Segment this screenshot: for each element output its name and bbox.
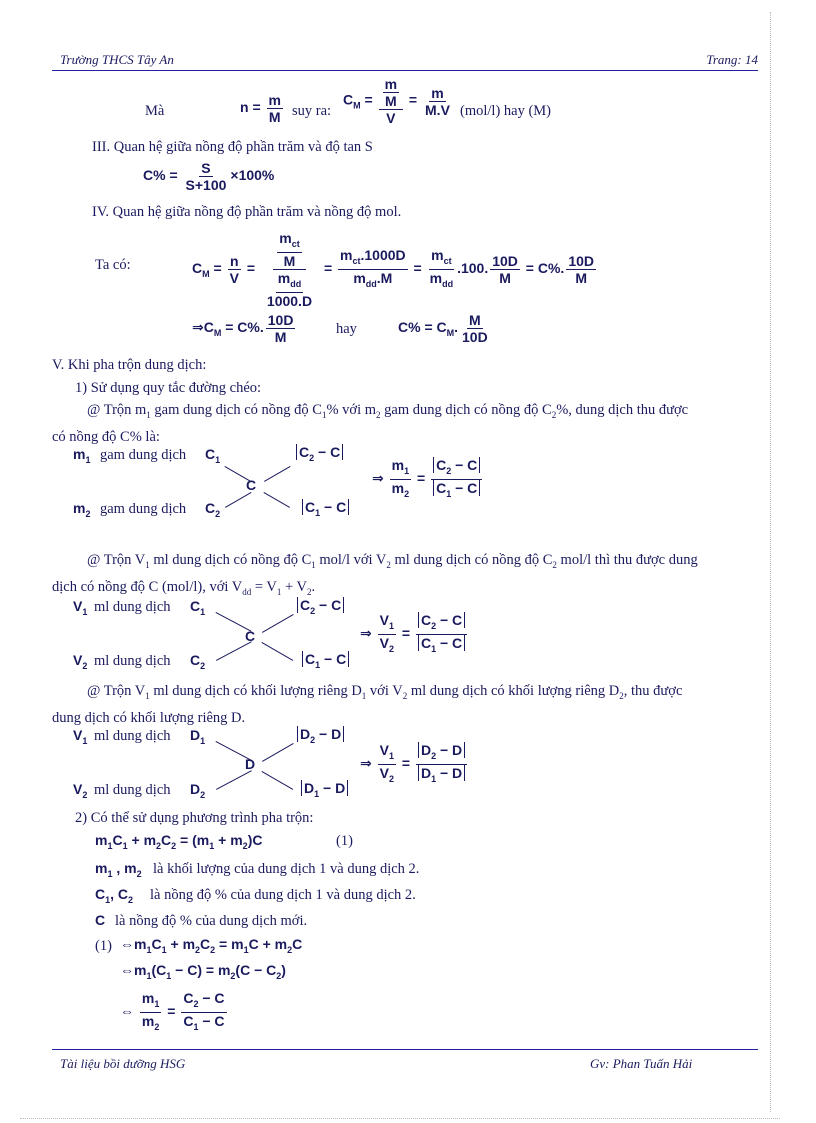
- diagram2-line: [262, 614, 294, 633]
- diagram3-d: D: [245, 756, 256, 772]
- diagram3-ratio: ⇒ $\frac{V_1}{V_2}$ = $\frac{D_2 - D}{D_1 - D}$: [360, 742, 469, 787]
- diagram2-line: [216, 641, 252, 661]
- formula-c-percent-s: C% = $\frac{S}{S+100}$ ×100%: [143, 160, 275, 193]
- diagram3-line: [262, 743, 294, 762]
- text-unit: (mol/l) hay (M): [460, 103, 552, 119]
- diagram1-m2: $m_2$: [73, 500, 91, 519]
- section-5-title: V. Khi pha trộn dung dịch:: [52, 357, 207, 373]
- explain-c-new: là nồng độ % của dung dịch mới.: [115, 913, 308, 929]
- section-4-title: IV. Quan hệ giữa nồng độ phần trăm và nồng độ mol.: [92, 204, 402, 220]
- diagram1-row2-text: gam dung dịch: [100, 501, 187, 517]
- header-school: Trường THCS Tây An: [60, 52, 174, 67]
- diagram1-c: C: [246, 477, 257, 493]
- diagram3-line: [262, 771, 294, 790]
- page-footer: [60, 1056, 720, 1072]
- diagram2-c2: $C_2$: [190, 652, 206, 671]
- header-rule: [52, 70, 758, 71]
- footer-rule: [52, 1049, 758, 1050]
- diagram2-line: [216, 612, 252, 632]
- diagram3-row2-text: ml dung dịch: [94, 782, 171, 798]
- diagram3-abs-d1-d: $D_1 - D$: [301, 780, 348, 799]
- section-5-1-title: 1) Sử dụng quy tắc đường chéo:: [75, 380, 262, 396]
- diagram2-row1-text: ml dung dịch: [94, 599, 171, 615]
- diagram2-c: C: [245, 628, 256, 644]
- diagram3-line: [216, 741, 252, 761]
- text-hay: hay: [336, 321, 357, 337]
- paragraph-mix-volume: @ Trộn $V_1$ ml dung dịch có nồng độ $C_1$ mol/l với $V_2$ ml dung dịch có nồng độ $C_2$ mol/l thì thu được dung dịch có nồng độ C (mol/l), với $V_{dd} = V_1 + V_2$.: [52, 552, 698, 597]
- equation-ref-1: (1): [95, 938, 112, 954]
- diagram2-v2: $V_2$: [73, 652, 88, 671]
- diagram2-line: [262, 642, 294, 661]
- paragraph-mix-density: @ Trộn $V_1$ ml dung dịch có khối lượng riêng $D_1$ với $V_2$ ml dung dịch có khối lượng riêng $D_2$, thu được dung dịch có khối lượng riêng D.: [52, 683, 683, 726]
- diagram1-c2: $C_2$: [205, 500, 221, 519]
- text-taco: Ta có:: [95, 257, 131, 273]
- explain-m: là khối lượng của dung dịch 1 và dung dịch 2.: [153, 861, 420, 877]
- diagram3-d1: $D_1$: [190, 727, 206, 746]
- header-page-number: Trang: 14: [706, 52, 758, 67]
- formula-step-2: $\Leftrightarrow m_1(C_1 - C) = m_2(C - C_2)$: [120, 962, 286, 981]
- footer-doc-title: Tài liệu bồi dưỡng HSG: [60, 1056, 186, 1071]
- formula-cm-derivation: $C_M$ = $\frac{n}{V}$ = $\frac{\frac{m_{ct}}{M}}{\frac{m_{dd}}{1000.D}}$ = $\frac{m_{ct}.1000D}{m_{dd}.M}$ = $\frac{m_{ct}}{m_{dd}}$ .100. $\frac{10D}{M}$ = C%. $\frac{10D}{M}$: [192, 230, 594, 309]
- diagram3-d2: $D_2$: [190, 781, 206, 800]
- diagram1-abs-c2-c: $C_2 - C$: [296, 444, 343, 463]
- diagram2-abs-c1-c: $C_1 - C$: [302, 651, 349, 670]
- diagram2-v1: $V_1$: [73, 598, 88, 617]
- section-3-title: III. Quan hệ giữa nồng độ phần trăm và độ tan S: [92, 139, 373, 155]
- diagram1-line: [225, 492, 251, 508]
- diagram3-v2: $V_2$: [73, 781, 88, 800]
- diagram2-abs-c2-c: $C_2 - C$: [297, 597, 344, 616]
- diagram1-ratio: ⇒ $\frac{m_1}{m_2}$ = $\frac{C_2 - C}{C_1 - C}$: [372, 457, 484, 502]
- diagram1-line: [264, 492, 290, 508]
- diagram1-abs-c1-c: $C_1 - C$: [302, 499, 349, 518]
- formula-mixing-equation: $m_1C_1 + m_2C_2 = (m_1 + m_2)C$: [95, 832, 263, 851]
- symbol-m1-m2: $m_1$ , $m_2$: [95, 860, 142, 879]
- diagram1-line: [264, 466, 290, 482]
- diagram3-row1-text: ml dung dịch: [94, 728, 171, 744]
- formula-step-3: ⇔ $\frac{m_1}{m_2}$ = $\frac{C_2 - C}{C_1 - C}$: [120, 990, 225, 1032]
- diagram3-v1: $V_1$: [73, 727, 88, 746]
- footer-teacher: Gv: Phan Tuấn Hải: [590, 1056, 693, 1071]
- diagram3-abs-d2-d: $D_2 - D$: [297, 726, 344, 745]
- text-ma: Mà: [145, 103, 165, 119]
- diagram2-row2-text: ml dung dịch: [94, 653, 171, 669]
- explain-c: là nồng độ % của dung dịch 1 và dung dịch 2.: [150, 887, 416, 903]
- symbol-c1-c2: $C_1$, $C_2$: [95, 886, 134, 905]
- diagram3-line: [216, 770, 252, 790]
- diagram1-line: [225, 466, 251, 482]
- formula-n: n = $\frac{m}{M}$: [240, 92, 281, 125]
- formula-cm: $C_M$ = $\frac{\frac{m}{M}}{V}$ = $\frac{m}{M.V}$: [343, 76, 450, 126]
- diagram2-c1: $C_1$: [190, 598, 206, 617]
- equation-label-1: (1): [336, 833, 353, 849]
- symbol-c: C: [95, 912, 106, 928]
- diagram1-row1-text: gam dung dịch: [100, 447, 187, 463]
- page-header: [60, 52, 758, 70]
- paragraph-mix-mass: @ Trộn $m_1$ gam dung dịch có nồng độ $C_1\%$ với $m_2$ gam dung dịch có nồng độ $C_2\%$, dung dịch thu được có nồng độ C% là:: [52, 402, 689, 445]
- diagram2-ratio: ⇒ $\frac{V_1}{V_2}$ = $\frac{C_2 - C}{C_1 - C}$: [360, 612, 469, 657]
- diagram1-c1: $C_1$: [205, 446, 221, 465]
- text-suyra: suy ra:: [292, 103, 332, 119]
- page-edge-bottom: [20, 1118, 780, 1119]
- section-5-2-title: 2) Có thể sử dụng phương trình pha trộn:: [75, 810, 314, 826]
- formula-cm-result: $\Rightarrow C_M = C\%$. $\frac{10D}{M}$: [192, 312, 294, 345]
- formula-step-1: $\Leftrightarrow m_1C_1 + m_2C_2 = m_1C + m_2C$: [120, 936, 303, 955]
- formula-c-percent-result: $C\% = C_M$. $\frac{M}{10D}$: [398, 312, 488, 345]
- page-edge-right: [770, 12, 771, 1112]
- diagram1-m1: $m_1$: [73, 446, 91, 465]
